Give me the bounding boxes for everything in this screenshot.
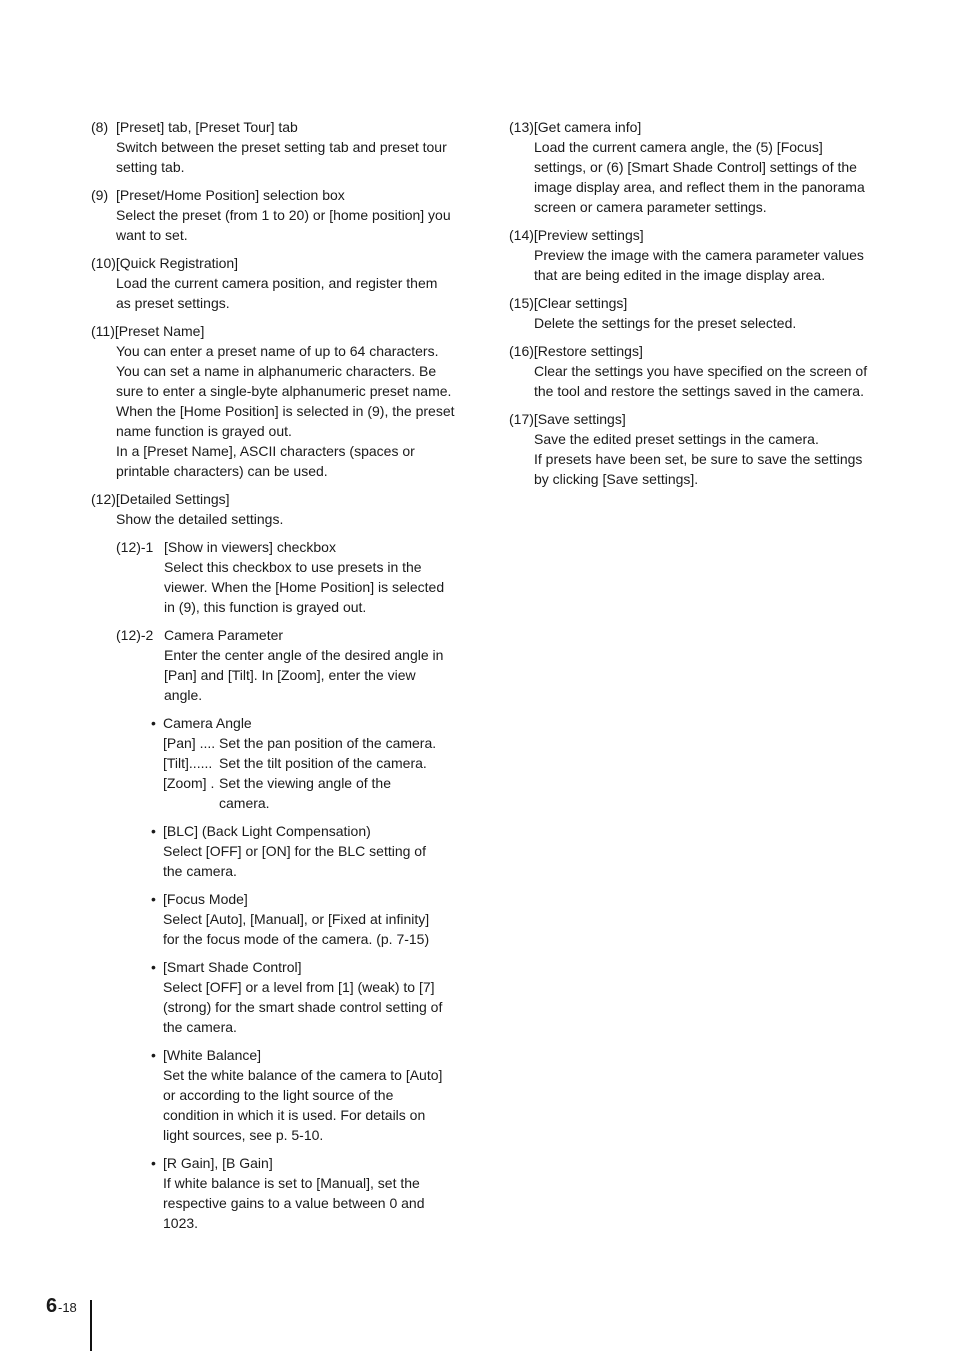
subitem-title: Camera Parameter	[164, 627, 284, 643]
bullet-smart-shade	[151, 957, 471, 1037]
text-line: setting tab.	[116, 159, 185, 175]
bullet-gain	[151, 1153, 471, 1233]
text-line: If white balance is set to [Manual], set the	[163, 1175, 420, 1191]
item-number: (9)	[91, 187, 109, 203]
bullet-title: [Focus Mode]	[163, 891, 248, 907]
text-line: In a [Preset Name], ASCII characters (spaces or	[116, 443, 415, 459]
bullet-white-balance	[151, 1045, 471, 1145]
param-row-zoom	[163, 773, 471, 793]
text-line: or according to the light source of the	[163, 1087, 394, 1103]
param-key: [Pan] ....	[163, 735, 216, 751]
item-16	[509, 341, 894, 401]
text-line: as preset settings.	[116, 295, 230, 311]
item-title: [Preset Name]	[114, 323, 205, 339]
param-row-tilt	[163, 753, 471, 773]
text-line: the tool and restore the settings saved in the camera.	[534, 383, 864, 399]
subitem-title: [Show in viewers] checkbox	[164, 539, 336, 555]
bullet-title: [White Balance]	[163, 1047, 262, 1063]
item-number: (14)	[509, 227, 534, 243]
bullet-mark: •	[151, 959, 156, 975]
text-line: If presets have been set, be sure to save the settings	[534, 451, 863, 467]
subitem-12-2	[116, 625, 471, 705]
bullet-mark: •	[151, 715, 156, 731]
item-title: [Detailed Settings]	[115, 491, 230, 507]
item-9	[91, 185, 471, 245]
item-title: [Preview settings]	[533, 227, 644, 243]
text-line: for the focus mode of the camera. (p. 7-15)	[163, 931, 430, 947]
item-number: (11)	[91, 323, 115, 339]
text-line: the camera.	[163, 863, 237, 879]
text-line: that are being edited in the image display area.	[534, 267, 826, 283]
text-line: settings, or (6) [Smart Shade Control] settings of the	[534, 159, 857, 175]
subitem-12-1	[116, 537, 471, 617]
bullet-camera-angle	[151, 713, 471, 813]
item-number: (10)	[91, 255, 116, 271]
chapter-number: 6	[46, 1295, 58, 1317]
item-number: (13)	[509, 119, 534, 135]
item-title: [Restore settings]	[533, 343, 643, 359]
text-line: Select [OFF] or [ON] for the BLC setting of	[163, 843, 426, 859]
bullet-title: [BLC] (Back Light Compensation)	[163, 823, 371, 839]
param-value: Set the tilt position of the camera.	[219, 755, 427, 771]
text-line: Save the edited preset settings in the camera.	[534, 431, 819, 447]
text-line: Set the white balance of the camera to [Auto]	[163, 1067, 443, 1083]
bullet-title: [R Gain], [B Gain]	[163, 1155, 273, 1171]
item-10	[91, 253, 471, 313]
param-value: Set the pan position of the camera.	[219, 735, 437, 751]
text-line: Select this checkbox to use presets in the	[164, 559, 422, 575]
text-line: Clear the settings you have specified on the screen of	[534, 363, 868, 379]
item-8	[91, 117, 471, 177]
text-line: viewer. When the [Home Position] is selected	[164, 579, 445, 595]
param-key: [Tilt]......	[163, 755, 213, 771]
item-title: [Quick Registration]	[115, 255, 239, 271]
item-number: (16)	[509, 343, 534, 359]
item-title: [Clear settings]	[533, 295, 628, 311]
bullet-title: [Smart Shade Control]	[163, 959, 302, 975]
text-line: printable characters) can be used.	[116, 463, 328, 479]
item-13	[509, 117, 894, 217]
item-title: [Preset/Home Position] selection box	[116, 187, 345, 203]
item-title: [Preset] tab, [Preset Tour] tab	[116, 119, 298, 135]
bullet-title: Camera Angle	[163, 715, 252, 731]
item-15	[509, 293, 894, 333]
right-column	[509, 117, 894, 497]
text-line: Delete the settings for the preset selected.	[534, 315, 797, 331]
subitem-number: (12)-1	[116, 539, 154, 555]
text-line: in (9), this function is grayed out.	[164, 599, 367, 615]
item-number: (17)	[509, 411, 534, 427]
item-number: (15)	[509, 295, 534, 311]
item-title: [Save settings]	[533, 411, 626, 427]
footer-divider	[90, 1300, 92, 1351]
text-line: You can enter a preset name of up to 64 characters.	[116, 343, 439, 359]
text-line: (strong) for the smart shade control setting of	[163, 999, 443, 1015]
subitem-number: (12)-2	[116, 627, 154, 643]
text-line: condition in which it is used. For details on	[163, 1107, 426, 1123]
text-line: want to set.	[116, 227, 188, 243]
text-line: Show the detailed settings.	[116, 511, 284, 527]
bullet-mark: •	[151, 1155, 156, 1171]
bullet-blc	[151, 821, 471, 881]
text-line: Select [Auto], [Manual], or [Fixed at infinity]	[163, 911, 430, 927]
bullet-focus-mode	[151, 889, 471, 949]
bullet-mark: •	[151, 823, 156, 839]
item-14	[509, 225, 894, 285]
text-line: respective gains to a value between 0 and	[163, 1195, 425, 1211]
param-row-pan	[163, 733, 471, 753]
text-line: You can set a name in alphanumeric characters. Be	[116, 363, 437, 379]
param-key: [Zoom] .	[163, 775, 215, 791]
text-line: name function is grayed out.	[116, 423, 292, 439]
text-line: the camera.	[163, 1019, 237, 1035]
text-line: [Pan] and [Tilt]. In [Zoom], enter the view	[164, 667, 416, 683]
text-line: When the [Home Position] is selected in (9), the preset	[116, 403, 455, 419]
text-line: Switch between the preset setting tab and preset tour	[116, 139, 447, 155]
item-17	[509, 409, 894, 489]
param-continuation: camera.	[219, 795, 270, 811]
left-column	[91, 117, 471, 1241]
text-line: angle.	[164, 687, 203, 703]
item-12	[91, 489, 471, 1233]
text-line: Enter the center angle of the desired angle in	[164, 647, 444, 663]
text-line: Load the current camera position, and register them	[116, 275, 438, 291]
item-11	[91, 321, 471, 481]
text-line: sure to enter a single-byte alphanumeric preset name.	[116, 383, 452, 399]
bullet-mark: •	[151, 891, 156, 907]
item-number: (8)	[91, 119, 109, 135]
param-value: Set the viewing angle of the	[219, 775, 392, 791]
text-line: Load the current camera angle, the (5) [Focus]	[534, 139, 823, 155]
page-number: -18	[58, 1300, 77, 1315]
text-line: light sources, see p. 5-10.	[163, 1127, 324, 1143]
text-line: Preview the image with the camera parameter values	[534, 247, 864, 263]
bullet-mark: •	[151, 1047, 156, 1063]
text-line: 1023.	[163, 1215, 199, 1231]
text-line: Select the preset (from 1 to 20) or [home position] you	[116, 207, 451, 223]
item-number: (12)	[91, 491, 116, 507]
item-title: [Get camera info]	[533, 119, 642, 135]
text-line: image display area, and reflect them in the panorama	[534, 179, 865, 195]
text-line: by clicking [Save settings].	[534, 471, 699, 487]
text-line: screen or camera parameter settings.	[534, 199, 767, 215]
text-line: Select [OFF] or a level from [1] (weak) to [7]	[163, 979, 435, 995]
